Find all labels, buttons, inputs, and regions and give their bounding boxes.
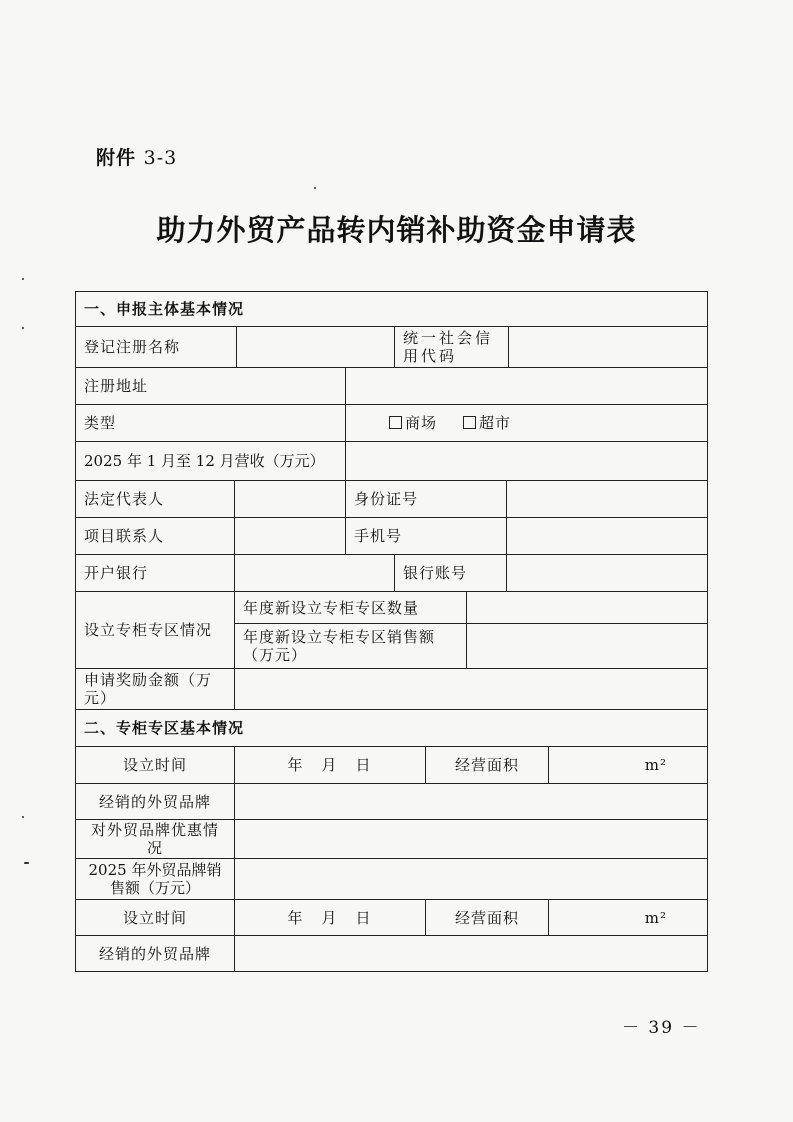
checkbox-icon <box>389 416 402 429</box>
bank-label: 开户银行 <box>84 564 149 582</box>
counter-count-label: 年度新设立专柜专区数量 <box>243 598 420 617</box>
type-options <box>345 405 707 441</box>
application-form <box>75 291 708 972</box>
brand-sales-field[interactable] <box>234 859 707 899</box>
brand-discount-field[interactable] <box>234 820 707 858</box>
section1-heading-row <box>76 292 707 326</box>
reg-name-field[interactable] <box>236 327 394 367</box>
revenue-label: 2025 年 1 月至 12 月营收（万元） <box>84 452 325 470</box>
area-label-2: 经营面积 <box>425 900 548 935</box>
counter-sales-field[interactable] <box>467 623 707 668</box>
bank-field[interactable] <box>234 555 394 591</box>
setup-time-label: 设立时间 <box>122 756 187 774</box>
brand-discount-row <box>76 819 707 858</box>
area-label: 经营面积 <box>425 747 548 783</box>
id-number-field[interactable] <box>506 481 707 517</box>
legal-rep-label: 法定代表人 <box>84 490 165 508</box>
phone-label: 手机号 <box>345 518 506 554</box>
reward-field[interactable] <box>234 669 707 709</box>
page-number: － 39 － <box>622 1018 701 1038</box>
section1-heading: 一、申报主体基本情况 <box>84 300 245 318</box>
legal-rep-row <box>76 480 707 517</box>
setup-time-label-2: 设立时间 <box>122 908 187 927</box>
scan-speck <box>22 327 24 329</box>
attachment-number: 3-3 <box>143 147 178 169</box>
brand-row-2 <box>76 935 707 972</box>
brand-label: 经销的外贸品牌 <box>98 792 211 811</box>
credit-code-label: 统一社会信用代码 <box>394 327 508 367</box>
scan-speck <box>22 816 24 818</box>
area-unit: m² <box>644 756 667 774</box>
area-unit-2: m² <box>644 908 667 927</box>
setup-time-row <box>76 746 707 783</box>
counter-count-field[interactable] <box>467 592 707 623</box>
bank-account-label: 银行账号 <box>394 555 506 591</box>
setup-date-field-2[interactable]: 年 月 日 <box>234 900 425 935</box>
reg-address-label: 注册地址 <box>84 377 149 395</box>
brand-field-2[interactable] <box>234 936 707 972</box>
counter-sub-labels <box>234 592 466 668</box>
type-option-supermarket[interactable] <box>463 414 511 432</box>
section2-heading: 二、专柜专区基本情况 <box>84 719 245 737</box>
bank-account-field[interactable] <box>506 555 707 591</box>
type-option-supermarket-label: 超市 <box>479 414 512 432</box>
contact-field[interactable] <box>234 518 345 554</box>
legal-rep-field[interactable] <box>234 481 345 517</box>
reg-name-label: 登记注册名称 <box>84 338 181 356</box>
revenue-row <box>76 441 707 480</box>
credit-code-field[interactable] <box>508 327 707 367</box>
type-option-mall-label: 商场 <box>405 414 438 432</box>
setup-date-field[interactable]: 年 月 日 <box>234 747 425 783</box>
type-row <box>76 404 707 441</box>
contact-row <box>76 517 707 554</box>
attachment-label <box>96 143 177 170</box>
page-title: 助力外贸产品转内销补助资金申请表 <box>156 213 637 247</box>
area-field-2[interactable] <box>548 900 707 935</box>
section2-heading-row <box>76 709 707 746</box>
revenue-field[interactable] <box>345 442 707 480</box>
brand-field[interactable] <box>234 784 707 819</box>
brand-label-2: 经销的外贸品牌 <box>98 945 211 963</box>
setup-time-row-2 <box>76 899 707 935</box>
counter-sales-label: 年度新设立专柜专区销售额（万元） <box>235 623 466 668</box>
brand-row <box>76 783 707 819</box>
brand-sales-row <box>76 858 707 899</box>
scan-speck <box>24 862 29 864</box>
type-label: 类型 <box>84 414 117 432</box>
phone-field[interactable] <box>506 518 707 554</box>
counter-values <box>466 592 707 668</box>
brand-discount-label: 对外贸品牌优惠情况 <box>90 821 219 857</box>
id-number-label: 身份证号 <box>345 481 506 517</box>
contact-label: 项目联系人 <box>84 527 165 545</box>
area-field[interactable] <box>548 747 707 783</box>
counter-row <box>76 591 707 668</box>
reward-row <box>76 668 707 709</box>
scan-speck <box>22 278 24 280</box>
reg-address-row <box>76 367 707 404</box>
counter-label: 设立专柜专区情况 <box>84 621 213 639</box>
checkbox-icon <box>463 416 476 429</box>
bank-row <box>76 554 707 591</box>
type-option-mall[interactable] <box>389 414 437 432</box>
brand-sales-label: 2025 年外贸品牌销售额（万元） <box>88 861 222 897</box>
attachment-word: 附件 <box>96 147 137 169</box>
scan-speck <box>314 187 316 189</box>
reg-name-row <box>76 326 707 367</box>
reg-address-field[interactable] <box>345 368 707 404</box>
reward-label: 申请奖励金额（万元） <box>84 671 213 707</box>
